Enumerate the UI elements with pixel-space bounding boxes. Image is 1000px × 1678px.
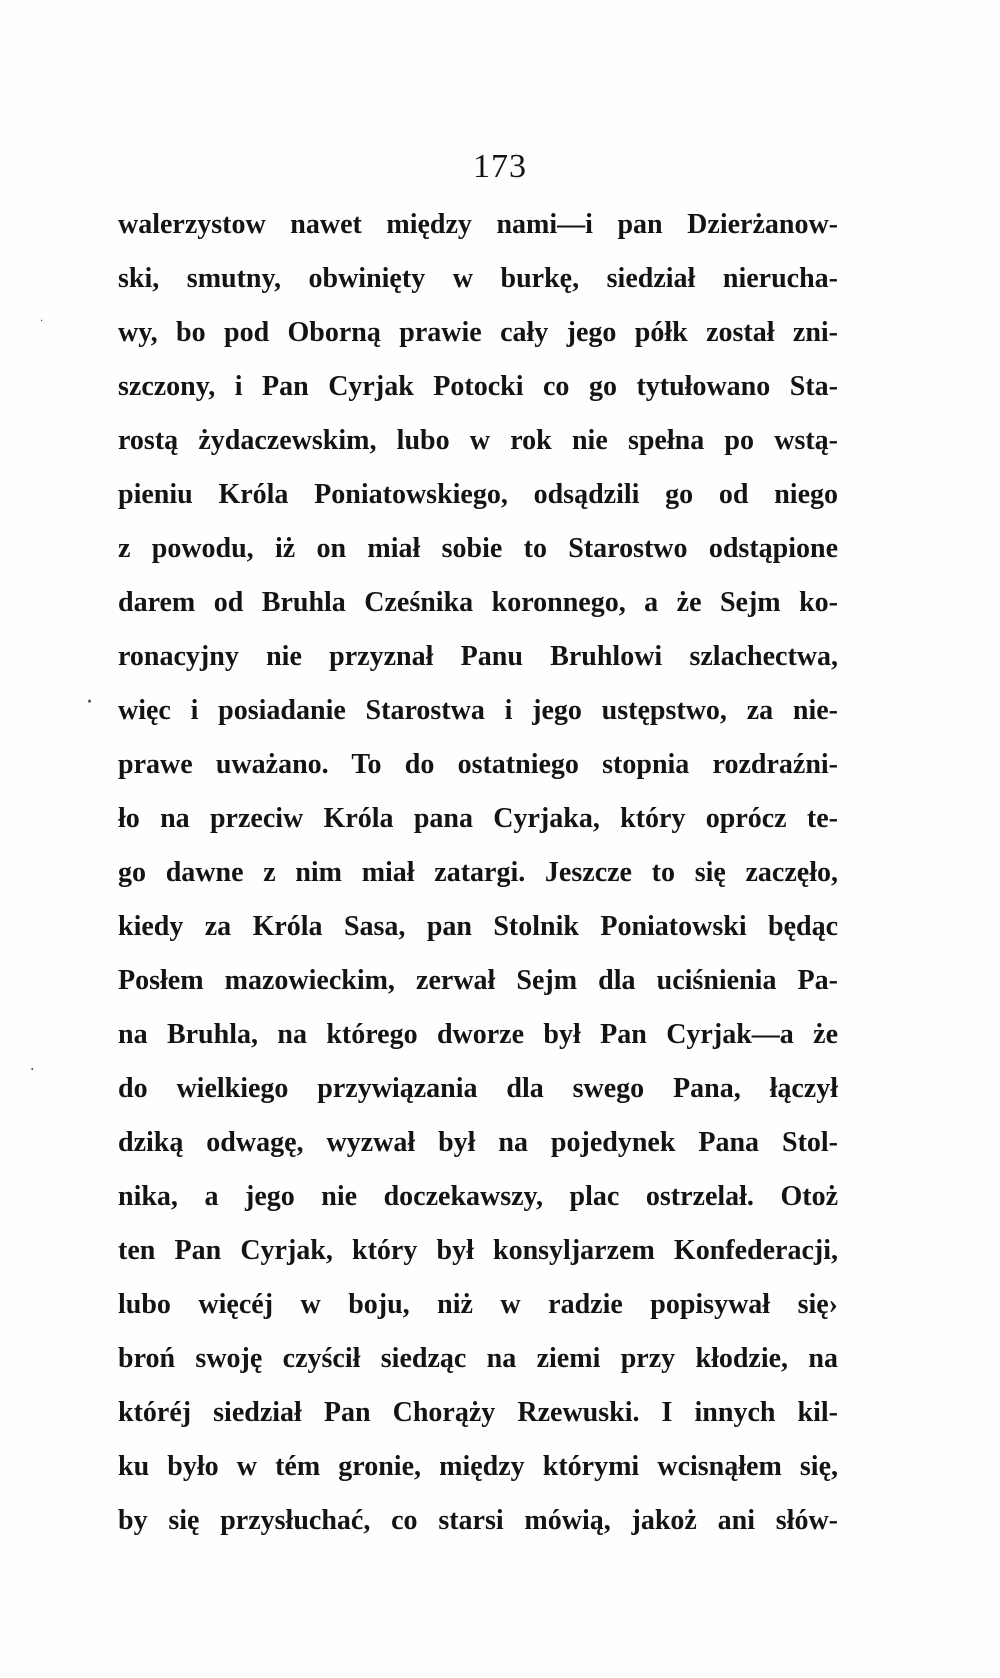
text-line: więc i posiadanie Starostwa i jego ustępstwo, za nie- xyxy=(118,695,838,726)
text-line: go dawne z nim miał zatargi. Jeszcze to się zaczęło, xyxy=(118,857,838,888)
margin-speck-icon: · xyxy=(40,316,44,327)
page-number: 173 xyxy=(473,148,527,185)
text-line: dziką odwagę, wyzwał był na pojedynek Pana Stol- xyxy=(118,1127,838,1158)
text-line: szczony, i Pan Cyrjak Potocki co go tytułowano Sta- xyxy=(118,371,838,402)
text-line: lubo więcéj w boju, niż w radzie popisywał się› xyxy=(118,1289,838,1320)
text-line: darem od Bruhla Cześnika koronnego, a że Sejm ko- xyxy=(118,587,838,618)
margin-speck-icon: · xyxy=(30,1062,35,1078)
text-line: prawe uważano. To do ostatniego stopnia rozdraźni- xyxy=(118,749,838,780)
margin-speck-icon: · xyxy=(86,690,93,715)
text-line: ski, smutny, obwinięty w burkę, siedział nierucha- xyxy=(118,263,838,294)
text-line: rostą żydaczewskim, lubo w rok nie spełna po wstą- xyxy=(118,425,838,456)
text-line: nika, a jego nie doczekawszy, plac ostrzelał. Otoż xyxy=(118,1181,838,1212)
text-line: ronacyjny nie przyznał Panu Bruhlowi szlachectwa, xyxy=(118,641,838,672)
text-line: broń swoję czyścił siedząc na ziemi przy kłodzie, na xyxy=(118,1343,838,1374)
text-line: kiedy za Króla Sasa, pan Stolnik Poniatowski będąc xyxy=(118,911,838,942)
text-line: do wielkiego przywiązania dla swego Pana, łączył xyxy=(118,1073,838,1104)
text-line: z powodu, iż on miał sobie to Starostwo odstąpione xyxy=(118,533,838,564)
text-line: wy, bo pod Oborną prawie cały jego półk został zni- xyxy=(118,317,838,348)
text-line: Posłem mazowieckim, zerwał Sejm dla uciśnienia Pa- xyxy=(118,965,838,996)
text-line: pieniu Króla Poniatowskiego, odsądzili go od niego xyxy=(118,479,838,510)
text-line: by się przysłuchać, co starsi mówią, jakoż ani słów- xyxy=(118,1505,838,1536)
text-line: ło na przeciw Króla pana Cyrjaka, który oprócz te- xyxy=(118,803,838,834)
body-text xyxy=(118,198,838,1548)
text-line: któréj siedział Pan Chorąży Rzewuski. I innych kil- xyxy=(118,1397,838,1428)
text-line: na Bruhla, na którego dworze był Pan Cyrjak—a że xyxy=(118,1019,838,1050)
text-line: ten Pan Cyrjak, który był konsyljarzem Konfederacji, xyxy=(118,1235,838,1266)
text-line: ku było w tém gronie, między którymi wcisnąłem się, xyxy=(118,1451,838,1482)
text-line: walerzystow nawet między nami—i pan Dzierżanow- xyxy=(118,209,838,240)
